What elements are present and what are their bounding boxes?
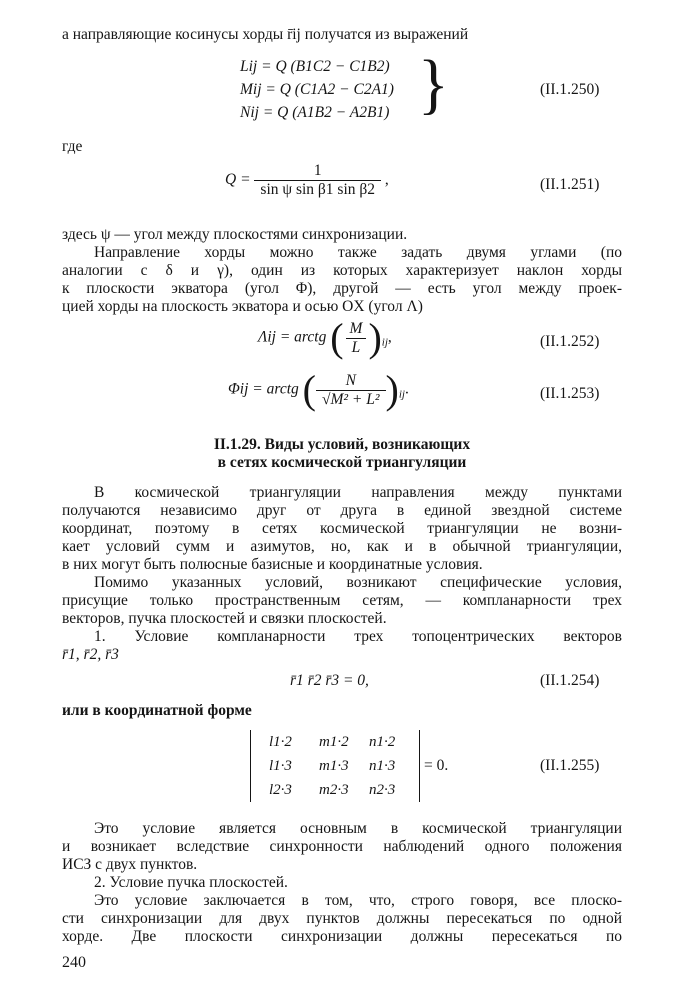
eq-250-row-2: Mij = Q (C1A2 − C2A1) [240,81,394,98]
para-3-line-1: Помимо указанных условий, возникают специфические условия, [94,574,622,591]
para-1-line-4: к плоскости экватора (угол Φ), другой — есть угол между проек- [62,280,622,297]
para-2-line-1: В космической триангуляции направления между пунктами [94,484,622,501]
det-cell-2-3: n1·3 [369,758,396,774]
page-number: 240 [62,954,86,971]
eq-252-subscript: ij [381,336,388,349]
determinant [250,730,420,802]
det-cell-3-3: n2·3 [369,782,396,798]
det-cell-1-2: m1·2 [319,734,349,750]
det-cell-3-1: l2·3 [269,782,292,798]
section-heading-line-1: II.1.29. Виды условий, возникающих [213,436,471,453]
equation-251: Q = $\frac{1}{\text{sin ψ sin β1 sin β2}}$ , [225,162,389,198]
where-word: где [62,138,83,155]
eq-251-denominator: sin ψ sin β1 sin β2 [254,180,381,199]
coordinate-form-line: или в координатной форме [62,702,252,719]
eq-251-lhs: Q = [225,171,251,189]
para-4-line-2: и возникает вследствие синхронности наблюдений одного положения [62,838,622,855]
para-1-line-2: Направление хорды можно также задать двумя углами (по [94,244,622,261]
eq-253-fraction [316,372,386,409]
item-1-title: 1. Условие компланарности трех топоцентрических векторов [94,628,622,645]
eq-255-rhs: = 0. [424,757,449,774]
eq-250-row-1: Lij = Q (B1C2 − C1B2) [240,58,390,75]
eq-252-lhs: Λij = arctg [258,328,327,346]
eq-253-lhs: Φij = arctg [228,380,299,398]
eq-252-tag: (II.1.252) [540,333,600,350]
para-1-line-5: цией хорды на плоскость экватора и осью OX (угол Λ) [62,298,423,315]
eq-255-tag: (II.1.255) [540,757,600,774]
para-5-line-3: хорде. Две плоскости синхронизации должны пересекаться по [62,928,622,945]
eq-250-tag: (II.1.250) [540,81,600,98]
eq-251-tag: (II.1.251) [540,176,600,193]
equation-254: r̄1 r̄2 r̄3 = 0, [290,672,369,689]
para-5-line-1: Это условие заключается в том, что, строго говоря, все плоско- [94,892,622,909]
para-3-line-3: векторов, пучка плоскостей и связки плоскостей. [62,610,387,627]
para-2-line-5: в них могут быть полюсные базисные и координатные условия. [62,556,483,573]
eq-251-fraction [254,162,381,199]
para-2-line-4: кает условий сумм и азимутов, но, как и в обычной триангуляции, [62,538,622,555]
det-cell-2-1: l1·3 [269,758,292,774]
para-4-line-1: Это условие является основным в космической триангуляции [94,820,622,837]
para-1-line-3: аналогии с δ и γ), один из которых характеризует наклон хорды [62,262,622,279]
det-cell-1-3: n1·2 [369,734,396,750]
eq-252-fraction [344,320,369,357]
para-2-line-2: получаются независимо друг от друга в единой звездной системе [62,502,622,519]
section-heading-line-2: в сетях космической триангуляции [217,454,467,471]
eq-253-subscript: ij [398,388,405,401]
right-brace: } [418,46,449,121]
det-cell-1-1: l1·2 [269,734,292,750]
equation-252: Λij = arctg ( $\frac{M}{L}$ )$_{ij}$, [258,315,392,360]
eq-250-row-3: Nij = Q (A1B2 − A2B1) [240,104,390,121]
eq-252-numerator: M [349,319,363,337]
equation-253: Φij = arctg ( $\frac{N}{\text{√M² + L²}}$ )$_{ij}$. [228,367,409,412]
intro-line: а направляющие косинусы хорды r̄ij получатся из выражений [62,26,469,43]
para-4-line-3: ИСЗ с двух пунктов. [62,856,198,873]
eq-253-denominator: √M² + L² [316,390,386,409]
para-3-line-2: присущие только пространственным сетям, — компланарности трех [62,592,622,609]
eq-254-tag: (II.1.254) [540,672,600,689]
det-cell-3-2: m2·3 [319,782,349,798]
eq-253-numerator: N [345,371,356,389]
para-2-line-3: координат, поэтому в сетях космической триангуляции не возни- [62,520,622,537]
eq-252-denominator: L [346,338,367,357]
eq-253-tag: (II.1.253) [540,385,600,402]
item-2-title: 2. Условие пучка плоскостей. [94,874,288,891]
det-cell-2-2: m1·3 [319,758,349,774]
para-5-line-2: сти синхронизации для двух пунктов должны пересекаться по одной [62,910,622,927]
vector-list: r̄1, r̄2, r̄3 [62,646,119,663]
para-1-line-1: здесь ψ — угол между плоскостями синхронизации. [62,226,408,243]
eq-251-numerator: 1 [313,162,322,179]
